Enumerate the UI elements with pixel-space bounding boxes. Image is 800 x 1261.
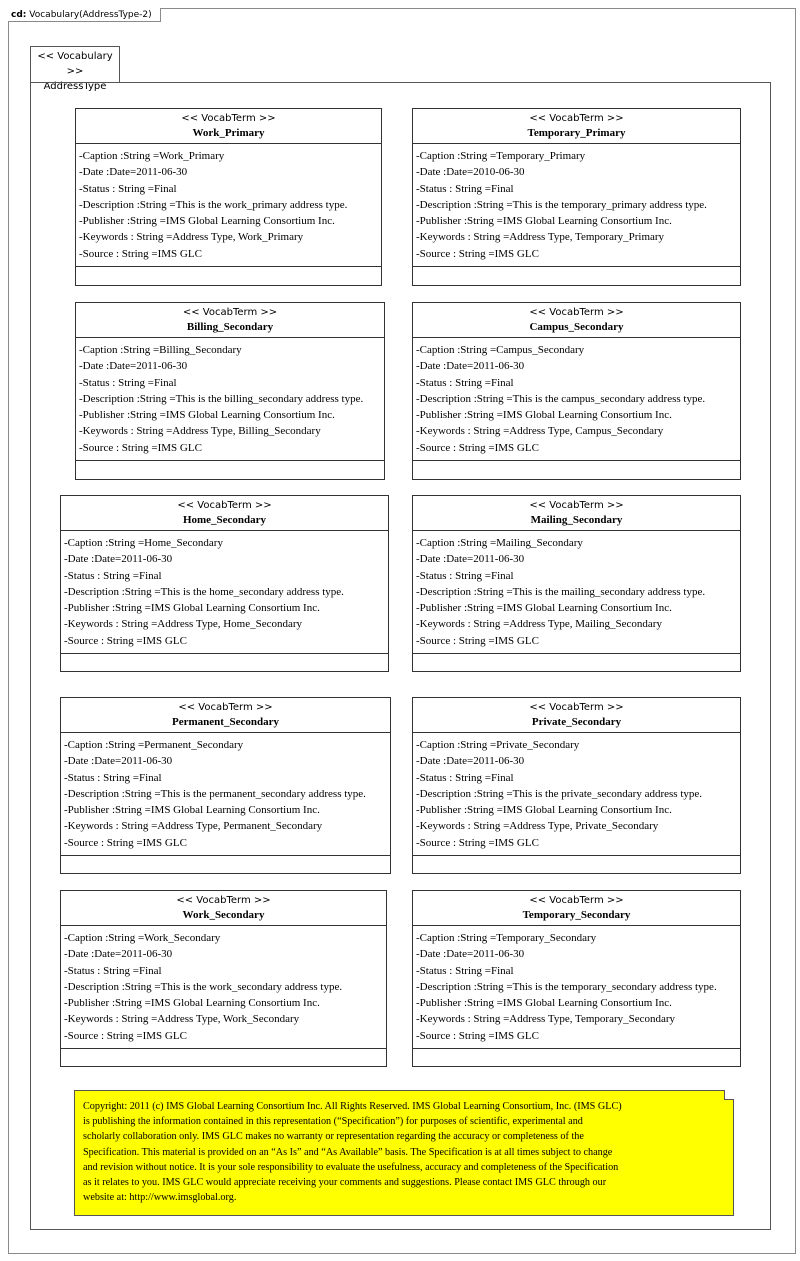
- class-attribute: -Date :Date=2011-06-30: [416, 755, 525, 768]
- vocab-term-class[interactable]: [60, 495, 389, 672]
- class-header: [61, 891, 386, 926]
- class-attribute: -Keywords : String =Address Type, Mailing_Secondary: [416, 618, 662, 631]
- class-attribute: -Publisher :String =IMS Global Learning Consortium Inc.: [79, 409, 335, 422]
- class-attribute: -Keywords : String =Address Type, Temporary_Secondary: [416, 1013, 676, 1026]
- class-stereotype: << VocabTerm >>: [529, 307, 624, 318]
- class-attribute: -Publisher :String =IMS Global Learning Consortium Inc.: [416, 602, 672, 615]
- class-attribute: -Publisher :String =IMS Global Learning Consortium Inc.: [64, 804, 320, 817]
- class-attributes: [61, 531, 388, 654]
- class-attributes: [413, 531, 740, 654]
- class-attribute: -Date :Date=2010-06-30: [416, 166, 525, 179]
- note-line: website at: http://www.imsglobal.org.: [83, 1192, 237, 1204]
- class-attribute: -Publisher :String =IMS Global Learning Consortium Inc.: [416, 215, 672, 228]
- class-attributes: [413, 144, 740, 267]
- class-attributes: [413, 733, 740, 856]
- class-name: Campus_Secondary: [529, 321, 624, 333]
- class-stereotype: << VocabTerm >>: [177, 500, 272, 511]
- class-attribute: -Publisher :String =IMS Global Learning Consortium Inc.: [64, 997, 320, 1010]
- class-attribute: -Publisher :String =IMS Global Learning Consortium Inc.: [416, 804, 672, 817]
- frame-title-tab: [8, 8, 161, 22]
- class-attribute: -Description :String =This is the work_secondary address type.: [64, 980, 343, 993]
- class-attribute: -Status : String =Final: [64, 569, 162, 582]
- class-attribute: -Date :Date=2011-06-30: [64, 755, 173, 768]
- frame-title: Vocabulary(AddressType-2): [29, 10, 152, 20]
- note-fold-corner: [724, 1090, 734, 1100]
- class-attributes: [413, 338, 740, 461]
- class-attribute: -Date :Date=2011-06-30: [416, 948, 525, 961]
- class-attribute: -Caption :String =Billing_Secondary: [79, 344, 242, 356]
- class-attribute: -Description :String =This is the private_secondary address type.: [416, 787, 703, 800]
- note-line: Copyright: 2011 (c) IMS Global Learning Consortium Inc. All Rights Reserved. IMS Global Learning Consortium, Inc. (IMS GLC): [83, 1101, 622, 1112]
- note-line: Specification. This material is provided on an “As Is” and “As Available” basis. The Specification is at all times subject to change: [83, 1146, 613, 1158]
- class-attribute: -Date :Date=2011-06-30: [64, 553, 173, 566]
- class-attribute: -Source : String =IMS GLC: [416, 247, 539, 260]
- class-attribute: -Description :String =This is the campus_secondary address type.: [416, 392, 706, 405]
- class-attribute: -Keywords : String =Address Type, Work_Secondary: [64, 1013, 300, 1026]
- class-stereotype: << VocabTerm >>: [529, 500, 624, 511]
- vocab-term-class[interactable]: [60, 697, 391, 874]
- class-stereotype: << VocabTerm >>: [176, 895, 271, 906]
- note-line: as it relates to you. IMS GLC would appreciate receiving your comments and suggestions. Please contact IMS GLC through our: [83, 1177, 607, 1189]
- class-attributes: [61, 926, 386, 1049]
- class-header: [413, 303, 740, 338]
- class-attribute: -Publisher :String =IMS Global Learning Consortium Inc.: [64, 602, 320, 615]
- class-name: Home_Secondary: [182, 514, 267, 526]
- class-attribute: -Caption :String =Mailing_Secondary: [416, 537, 583, 549]
- class-stereotype: << VocabTerm >>: [529, 113, 624, 124]
- class-attributes: [413, 926, 740, 1049]
- class-attribute: -Caption :String =Campus_Secondary: [416, 344, 585, 356]
- class-attribute: -Status : String =Final: [416, 182, 514, 195]
- class-attribute: -Caption :String =Private_Secondary: [416, 739, 580, 751]
- class-attribute: -Date :Date=2011-06-30: [79, 166, 188, 179]
- class-attribute: -Publisher :String =IMS Global Learning Consortium Inc.: [79, 215, 335, 228]
- class-name: Work_Primary: [192, 127, 265, 139]
- class-attribute: -Keywords : String =Address Type, Permanent_Secondary: [64, 820, 323, 833]
- class-attribute: -Description :String =This is the mailing_secondary address type.: [416, 585, 706, 598]
- class-attribute: -Source : String =IMS GLC: [416, 634, 539, 647]
- class-attribute: -Caption :String =Permanent_Secondary: [64, 739, 244, 751]
- class-header: [76, 109, 381, 144]
- class-attribute: -Description :String =This is the temporary_secondary address type.: [416, 980, 717, 993]
- class-attribute: -Date :Date=2011-06-30: [416, 360, 525, 373]
- copyright-note[interactable]: [74, 1090, 734, 1216]
- class-attribute: -Status : String =Final: [416, 376, 514, 389]
- class-header: [413, 496, 740, 531]
- vocab-term-class[interactable]: [412, 108, 741, 286]
- class-attribute: -Source : String =IMS GLC: [64, 1029, 187, 1042]
- class-attribute: -Description :String =This is the home_secondary address type.: [64, 585, 344, 598]
- package-name: AddressType: [43, 81, 107, 92]
- class-attribute: -Date :Date=2011-06-30: [64, 948, 173, 961]
- class-attribute: -Status : String =Final: [416, 964, 514, 977]
- class-attribute: -Caption :String =Work_Secondary: [64, 932, 221, 944]
- class-name: Temporary_Primary: [527, 127, 626, 139]
- vocab-term-class[interactable]: [412, 697, 741, 874]
- frame-kind: cd:: [11, 10, 27, 20]
- class-attribute: -Keywords : String =Address Type, Work_Primary: [79, 231, 304, 244]
- note-line: scholarly collaboration only. IMS GLC makes no warranty or representation regarding the accuracy or completeness of the: [83, 1131, 584, 1143]
- class-attribute: -Source : String =IMS GLC: [79, 247, 202, 260]
- class-attributes: [61, 733, 390, 856]
- class-stereotype: << VocabTerm >>: [529, 702, 624, 713]
- class-attribute: -Publisher :String =IMS Global Learning Consortium Inc.: [416, 409, 672, 422]
- class-attribute: -Keywords : String =Address Type, Temporary_Primary: [416, 231, 665, 244]
- class-attribute: -Caption :String =Work_Primary: [79, 150, 225, 162]
- class-header: [413, 109, 740, 144]
- class-header: [61, 496, 388, 531]
- class-attribute: -Status : String =Final: [79, 376, 177, 389]
- class-attributes: [76, 144, 381, 267]
- class-name: Temporary_Secondary: [522, 909, 631, 921]
- class-stereotype: << VocabTerm >>: [529, 895, 624, 906]
- class-attribute: -Keywords : String =Address Type, Private_Secondary: [416, 820, 659, 833]
- class-stereotype: << VocabTerm >>: [181, 113, 276, 124]
- class-name: Private_Secondary: [531, 716, 622, 728]
- class-attribute: -Keywords : String =Address Type, Campus_Secondary: [416, 425, 664, 438]
- class-attribute: -Status : String =Final: [64, 771, 162, 784]
- class-stereotype: << VocabTerm >>: [178, 702, 273, 713]
- class-attribute: -Source : String =IMS GLC: [416, 836, 539, 849]
- class-name: Billing_Secondary: [186, 321, 274, 333]
- class-attribute: -Description :String =This is the billing_secondary address type.: [79, 392, 364, 405]
- vocab-term-class[interactable]: [412, 495, 741, 672]
- class-stereotype: << VocabTerm >>: [182, 307, 278, 318]
- class-attribute: -Source : String =IMS GLC: [416, 1029, 539, 1042]
- class-attribute: -Source : String =IMS GLC: [416, 441, 539, 454]
- class-header: [413, 891, 740, 926]
- vocab-term-class[interactable]: [412, 890, 741, 1067]
- class-attribute: -Status : String =Final: [79, 182, 177, 195]
- class-attribute: -Description :String =This is the permanent_secondary address type.: [64, 787, 366, 800]
- class-attribute: -Caption :String =Temporary_Primary: [416, 150, 586, 162]
- class-attribute: -Date :Date=2011-06-30: [416, 553, 525, 566]
- vocab-term-class[interactable]: [412, 302, 741, 480]
- class-header: [61, 698, 390, 733]
- note-line: is publishing the information contained in this representation (“Specification”) for purposes of scientific, experimental and: [83, 1116, 583, 1128]
- class-attribute: -Description :String =This is the temporary_primary address type.: [416, 198, 707, 211]
- vocab-term-class[interactable]: [75, 302, 385, 480]
- class-attribute: -Source : String =IMS GLC: [64, 836, 187, 849]
- class-attribute: -Status : String =Final: [416, 569, 514, 582]
- class-header: [413, 698, 740, 733]
- class-attribute: -Description :String =This is the work_primary address type.: [79, 198, 348, 211]
- class-attribute: -Date :Date=2011-06-30: [79, 360, 188, 373]
- vocab-term-class[interactable]: [75, 108, 382, 286]
- class-attribute: -Source : String =IMS GLC: [64, 634, 187, 647]
- class-attribute: -Caption :String =Home_Secondary: [64, 537, 223, 549]
- class-attribute: -Source : String =IMS GLC: [79, 441, 202, 454]
- vocab-term-class[interactable]: [60, 890, 387, 1067]
- package-tab[interactable]: [30, 46, 120, 92]
- class-attribute: -Status : String =Final: [64, 964, 162, 977]
- class-attribute: -Keywords : String =Address Type, Billing_Secondary: [79, 425, 321, 438]
- package-stereotype: << Vocabulary >>: [37, 51, 113, 77]
- class-name: Permanent_Secondary: [172, 716, 279, 728]
- class-attribute: -Keywords : String =Address Type, Home_Secondary: [64, 618, 303, 631]
- note-line: and revision without notice. It is your sole responsibility to evaluate the usefulness, accuracy and completeness of the Specification: [83, 1161, 619, 1173]
- class-attribute: -Status : String =Final: [416, 771, 514, 784]
- class-attributes: [76, 338, 384, 461]
- class-header: [76, 303, 384, 338]
- class-name: Work_Secondary: [182, 909, 265, 921]
- class-name: Mailing_Secondary: [530, 514, 623, 526]
- class-attribute: -Publisher :String =IMS Global Learning Consortium Inc.: [416, 997, 672, 1010]
- class-attribute: -Caption :String =Temporary_Secondary: [416, 932, 597, 944]
